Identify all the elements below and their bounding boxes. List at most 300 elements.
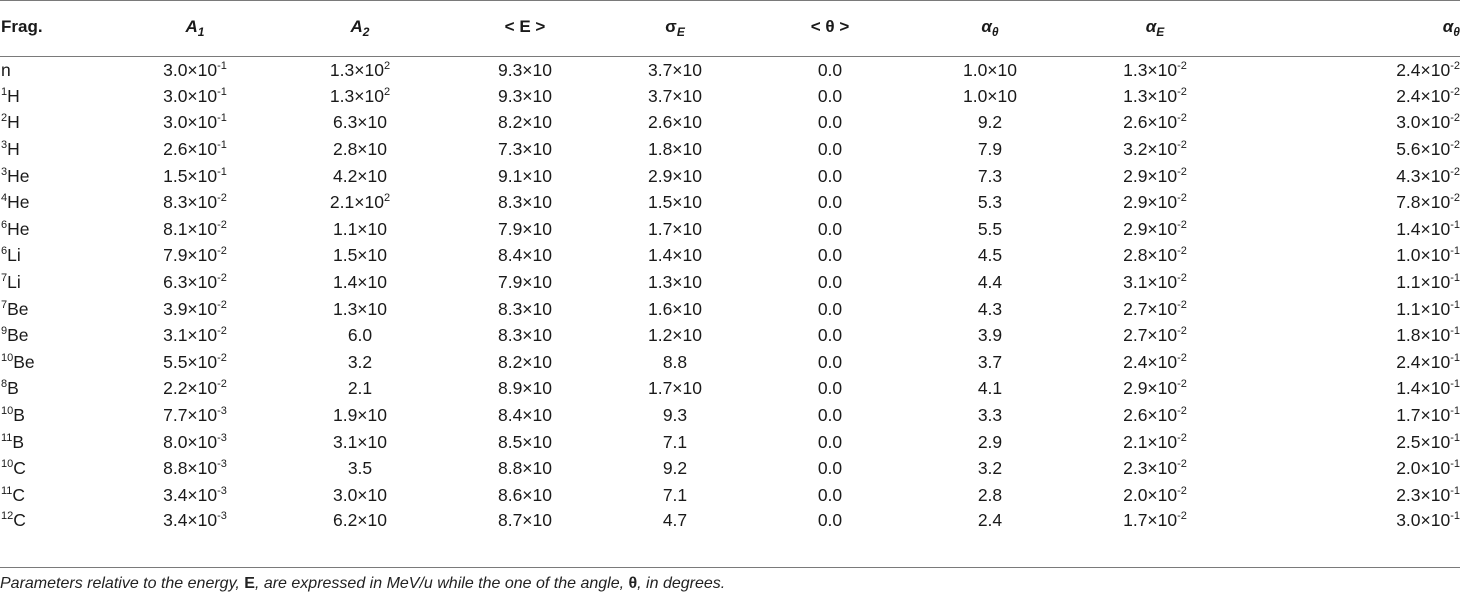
cell-exponent: -1 <box>1450 458 1460 471</box>
cell-value: 1.3×10 <box>329 85 384 106</box>
cell-a2 <box>270 482 450 509</box>
cell-value: 8.8×10 <box>163 458 218 479</box>
cell-value: 8.3×10 <box>163 192 218 213</box>
cell-mean-energy <box>450 163 600 190</box>
cell-exponent: 2 <box>383 85 391 98</box>
cell-value: 0.0 <box>817 405 843 426</box>
cell-fragment <box>0 163 120 190</box>
cell-value: 7.1 <box>662 431 688 452</box>
cell-alpha-theta <box>910 482 1070 509</box>
cell-sigma-e <box>600 269 750 296</box>
cell-value: 0.0 <box>817 509 843 530</box>
header-row <box>0 1 1460 57</box>
header-sigma-e-main: σ <box>665 16 677 36</box>
cell-exponent: -1 <box>1450 378 1460 391</box>
header-a2 <box>270 1 450 57</box>
cell-value: 1.8×10 <box>1396 325 1451 346</box>
cell-value: 2.6×10 <box>163 139 218 160</box>
cell-exponent: -1 <box>217 139 227 152</box>
cell-exponent: -2 <box>217 351 227 364</box>
cell-value: 2.4×10 <box>1396 85 1451 106</box>
footnote-part2: , are expressed in MeV/u while the one of the angle, <box>254 575 629 592</box>
cell-fragment <box>0 269 120 296</box>
header-alpha-theta <box>910 1 1070 57</box>
cell-a2 <box>270 376 450 403</box>
cell-value: 2.8×10 <box>332 139 387 160</box>
cell-alpha-theta <box>910 163 1070 190</box>
cell-alpha-e <box>1070 349 1240 376</box>
cell-value: 8.2×10 <box>497 351 552 372</box>
cell-alpha-e <box>1070 509 1240 536</box>
fragment-mass-number: 7 <box>1 272 8 285</box>
cell-value: 4.5 <box>977 245 1003 266</box>
cell-value: 5.6×10 <box>1396 139 1451 160</box>
cell-exponent: -2 <box>1177 59 1187 72</box>
cell-value: 3.0×10 <box>1396 112 1451 133</box>
cell-value: 1.3×10 <box>1123 59 1178 80</box>
cell-alpha-theta <box>910 269 1070 296</box>
cell-alpha-theta-2 <box>1240 429 1460 456</box>
cell-alpha-theta-2 <box>1240 163 1460 190</box>
table-row <box>0 429 1460 456</box>
cell-mean-energy <box>450 83 600 110</box>
cell-value: 3.1×10 <box>163 325 218 346</box>
cell-exponent: -2 <box>1177 192 1187 205</box>
cell-exponent: -1 <box>1450 272 1460 285</box>
cell-value: 2.8×10 <box>1123 245 1178 266</box>
cell-exponent: -2 <box>1177 351 1187 364</box>
cell-value: 7.7×10 <box>163 405 218 426</box>
fragment-mass-number: 3 <box>1 139 8 152</box>
cell-value: 8.3×10 <box>497 192 552 213</box>
table-row <box>0 509 1460 536</box>
cell-alpha-e <box>1070 243 1240 270</box>
cell-value: 1.3×10 <box>329 59 384 80</box>
cell-value: 1.4×10 <box>332 272 387 293</box>
header-alpha-theta-main: α <box>981 16 992 36</box>
cell-alpha-theta-2 <box>1240 482 1460 509</box>
table-row <box>0 269 1460 296</box>
cell-value: 7.9×10 <box>497 218 552 239</box>
table-row <box>0 216 1460 243</box>
fragment-element: He <box>7 218 30 239</box>
cell-mean-angle <box>750 110 910 137</box>
cell-a2 <box>270 322 450 349</box>
cell-mean-energy <box>450 136 600 163</box>
cell-value: 3.1×10 <box>332 431 387 452</box>
cell-value: 7.3×10 <box>497 139 552 160</box>
cell-value: 0.0 <box>817 378 843 399</box>
table-row <box>0 402 1460 429</box>
cell-exponent: -2 <box>1177 298 1187 311</box>
cell-a2 <box>270 269 450 296</box>
fragment-mass-number: 10 <box>1 405 14 418</box>
cell-value: 1.7×10 <box>647 378 702 399</box>
cell-a1 <box>120 83 270 110</box>
header-a1 <box>120 1 270 57</box>
header-a2-sub: 2 <box>362 24 370 39</box>
cell-value: 6.3×10 <box>332 112 387 133</box>
cell-a2 <box>270 455 450 482</box>
cell-value: 3.1×10 <box>1123 272 1178 293</box>
cell-exponent: -1 <box>217 165 227 178</box>
cell-alpha-theta-2 <box>1240 189 1460 216</box>
cell-exponent: -2 <box>1177 458 1187 471</box>
cell-mean-energy <box>450 402 600 429</box>
cell-mean-energy <box>450 243 600 270</box>
cell-value: 2.4×10 <box>1396 59 1451 80</box>
cell-a1 <box>120 216 270 243</box>
cell-a2 <box>270 163 450 190</box>
cell-exponent: -1 <box>1450 351 1460 364</box>
cell-value: 1.1×10 <box>1396 298 1451 319</box>
cell-value: 3.0×10 <box>332 484 387 505</box>
cell-value: 7.9×10 <box>497 272 552 293</box>
fragment-mass-number: 2 <box>1 112 8 125</box>
cell-exponent: -2 <box>217 272 227 285</box>
footnote-part1: Parameters relative to the energy, <box>0 575 245 592</box>
header-alpha-theta-sub: θ <box>991 24 999 39</box>
cell-exponent: -2 <box>1177 431 1187 444</box>
cell-alpha-theta <box>910 57 1070 84</box>
cell-value: 1.5×10 <box>332 245 387 266</box>
cell-mean-energy <box>450 269 600 296</box>
cell-alpha-e <box>1070 402 1240 429</box>
cell-a1 <box>120 243 270 270</box>
cell-alpha-e <box>1070 136 1240 163</box>
cell-value: 8.6×10 <box>497 484 552 505</box>
fragment-element: B <box>13 405 25 426</box>
cell-alpha-e <box>1070 110 1240 137</box>
cell-value: 2.6×10 <box>1123 112 1178 133</box>
cell-fragment <box>0 110 120 137</box>
table-row <box>0 163 1460 190</box>
fragment-mass-number: 4 <box>1 192 8 205</box>
table-row <box>0 455 1460 482</box>
cell-mean-energy <box>450 189 600 216</box>
cell-alpha-e <box>1070 322 1240 349</box>
header-frag <box>0 1 120 57</box>
cell-exponent: -2 <box>1177 405 1187 418</box>
cell-sigma-e <box>600 243 750 270</box>
cell-a2 <box>270 243 450 270</box>
cell-value: 4.3×10 <box>1396 165 1451 186</box>
cell-fragment <box>0 57 120 84</box>
cell-mean-angle <box>750 243 910 270</box>
cell-alpha-theta-2 <box>1240 349 1460 376</box>
cell-value: 1.5×10 <box>647 192 702 213</box>
cell-sigma-e <box>600 136 750 163</box>
cell-alpha-theta <box>910 216 1070 243</box>
cell-alpha-theta <box>910 136 1070 163</box>
fragment-mass-number: 10 <box>1 458 14 471</box>
cell-mean-angle <box>750 349 910 376</box>
cell-mean-angle <box>750 322 910 349</box>
cell-alpha-theta <box>910 349 1070 376</box>
cell-exponent: -1 <box>1450 431 1460 444</box>
cell-value: 2.1×10 <box>1123 431 1178 452</box>
cell-fragment <box>0 136 120 163</box>
cell-alpha-theta <box>910 83 1070 110</box>
fragment-mass-number: 11 <box>1 431 13 444</box>
cell-value: 8.8×10 <box>497 458 552 479</box>
header-frag-label: Frag. <box>1 16 43 36</box>
fragment-element: H <box>7 85 20 106</box>
cell-fragment <box>0 349 120 376</box>
cell-value: 8.9×10 <box>497 378 552 399</box>
header-mean-energy <box>450 1 600 57</box>
cell-value: 2.3×10 <box>1123 458 1178 479</box>
cell-value: 2.7×10 <box>1123 298 1178 319</box>
cell-value: 2.3×10 <box>1396 484 1451 505</box>
cell-value: 8.7×10 <box>497 509 552 530</box>
fragment-element: B <box>7 378 19 399</box>
cell-value: 3.4×10 <box>163 484 218 505</box>
table-body <box>0 57 1460 536</box>
table-bottom-rule <box>0 567 1460 568</box>
cell-exponent: -2 <box>1177 139 1187 152</box>
cell-alpha-theta-2 <box>1240 216 1460 243</box>
cell-value: 3.5 <box>347 458 373 479</box>
fragment-element: B <box>12 431 25 452</box>
cell-alpha-theta-2 <box>1240 376 1460 403</box>
cell-alpha-theta-2 <box>1240 296 1460 323</box>
table-row <box>0 83 1460 110</box>
cell-alpha-e <box>1070 216 1240 243</box>
cell-exponent: -1 <box>1450 298 1460 311</box>
cell-mean-angle <box>750 402 910 429</box>
fragment-element: Li <box>7 245 21 266</box>
cell-alpha-e <box>1070 482 1240 509</box>
cell-exponent: -2 <box>217 378 227 391</box>
fragment-mass-number: 8 <box>1 378 8 391</box>
cell-alpha-e <box>1070 376 1240 403</box>
table-row <box>0 189 1460 216</box>
header-alpha-theta-2-sub: θ <box>1453 24 1460 39</box>
cell-alpha-e <box>1070 429 1240 456</box>
cell-value: 3.2 <box>977 458 1003 479</box>
header-sigma-e <box>600 1 750 57</box>
cell-a2 <box>270 402 450 429</box>
cell-sigma-e <box>600 110 750 137</box>
cell-exponent: -2 <box>1177 165 1187 178</box>
cell-value: 1.3×10 <box>647 272 702 293</box>
cell-fragment <box>0 189 120 216</box>
cell-value: 0.0 <box>817 59 843 80</box>
cell-value: 3.9 <box>977 325 1003 346</box>
cell-value: 2.4×10 <box>1123 351 1178 372</box>
cell-value: 0.0 <box>817 484 843 505</box>
fragment-mass-number: 10 <box>1 351 14 364</box>
cell-mean-energy <box>450 57 600 84</box>
cell-value: 9.1×10 <box>497 165 552 186</box>
cell-alpha-theta-2 <box>1240 136 1460 163</box>
cell-value: 2.6×10 <box>1123 405 1178 426</box>
header-mean-angle <box>750 1 910 57</box>
cell-exponent: -2 <box>217 218 227 231</box>
cell-value: 2.1 <box>347 378 373 399</box>
cell-sigma-e <box>600 349 750 376</box>
cell-value: 2.0×10 <box>1123 484 1178 505</box>
cell-mean-angle <box>750 269 910 296</box>
cell-value: 0.0 <box>817 112 843 133</box>
cell-value: 0.0 <box>817 351 843 372</box>
cell-a2 <box>270 57 450 84</box>
cell-value: 1.7×10 <box>1396 405 1451 426</box>
cell-a1 <box>120 455 270 482</box>
cell-value: 7.9×10 <box>163 245 218 266</box>
fragment-element: C <box>13 509 26 530</box>
cell-a1 <box>120 163 270 190</box>
cell-exponent: -2 <box>1177 85 1187 98</box>
cell-a2 <box>270 349 450 376</box>
fragment-mass-number: 6 <box>1 245 8 258</box>
cell-value: 2.9×10 <box>1123 218 1178 239</box>
cell-sigma-e <box>600 189 750 216</box>
cell-sigma-e <box>600 482 750 509</box>
cell-value: 8.4×10 <box>497 245 552 266</box>
cell-value: 2.4×10 <box>1396 351 1451 372</box>
cell-value: 3.0×10 <box>163 85 218 106</box>
header-a2-main: A <box>350 16 363 36</box>
cell-exponent: -1 <box>217 112 227 125</box>
cell-value: 1.4×10 <box>647 245 702 266</box>
cell-value: 0.0 <box>817 192 843 213</box>
header-mean-energy-label: < E > <box>504 16 546 36</box>
header-alpha-theta-2 <box>1240 1 1460 57</box>
table-row <box>0 296 1460 323</box>
cell-fragment <box>0 296 120 323</box>
cell-value: 7.9 <box>977 139 1003 160</box>
cell-alpha-theta <box>910 243 1070 270</box>
cell-value: 0.0 <box>817 458 843 479</box>
cell-value: 7.1 <box>662 484 688 505</box>
cell-exponent: -2 <box>1177 378 1187 391</box>
cell-alpha-e <box>1070 296 1240 323</box>
cell-value: 3.2 <box>347 351 373 372</box>
footnote-angle-symbol: θ <box>628 575 638 592</box>
cell-alpha-theta-2 <box>1240 402 1460 429</box>
cell-value: 4.4 <box>977 272 1003 293</box>
cell-alpha-theta <box>910 322 1070 349</box>
cell-a1 <box>120 269 270 296</box>
cell-value: 0.0 <box>817 298 843 319</box>
cell-value: 1.6×10 <box>647 298 702 319</box>
cell-value: 2.9×10 <box>1123 192 1178 213</box>
cell-value: 2.8 <box>977 484 1003 505</box>
cell-alpha-theta <box>910 376 1070 403</box>
cell-value: 9.2 <box>977 112 1003 133</box>
cell-exponent: -1 <box>1450 245 1460 258</box>
cell-value: 5.5 <box>977 218 1003 239</box>
cell-value: 3.7×10 <box>647 59 702 80</box>
cell-value: 1.0×10 <box>1396 245 1451 266</box>
cell-mean-angle <box>750 216 910 243</box>
table-row <box>0 482 1460 509</box>
cell-mean-energy <box>450 322 600 349</box>
fragment-mass-number: 3 <box>1 165 8 178</box>
cell-fragment <box>0 216 120 243</box>
fragment-element: n <box>1 59 11 80</box>
cell-value: 1.3×10 <box>332 298 387 319</box>
fragment-mass-number: 1 <box>1 85 8 98</box>
cell-value: 3.7×10 <box>647 85 702 106</box>
cell-a2 <box>270 509 450 536</box>
fragment-element: He <box>7 165 30 186</box>
cell-value: 0.0 <box>817 272 843 293</box>
cell-value: 3.3 <box>977 405 1003 426</box>
cell-exponent: -2 <box>1177 272 1187 285</box>
cell-value: 9.3×10 <box>497 59 552 80</box>
cell-value: 9.3×10 <box>497 85 552 106</box>
cell-value: 1.1×10 <box>1396 272 1451 293</box>
cell-a1 <box>120 136 270 163</box>
cell-a2 <box>270 189 450 216</box>
cell-a2 <box>270 216 450 243</box>
cell-sigma-e <box>600 216 750 243</box>
cell-sigma-e <box>600 376 750 403</box>
cell-exponent: -2 <box>1177 245 1187 258</box>
cell-sigma-e <box>600 509 750 536</box>
fragment-element: Be <box>7 298 29 319</box>
cell-exponent: -2 <box>1177 325 1187 338</box>
cell-alpha-theta-2 <box>1240 110 1460 137</box>
cell-value: 1.5×10 <box>163 165 218 186</box>
fragment-mass-number: 11 <box>1 484 13 497</box>
cell-value: 5.3 <box>977 192 1003 213</box>
cell-value: 7.3 <box>977 165 1003 186</box>
cell-alpha-theta <box>910 110 1070 137</box>
cell-value: 7.8×10 <box>1396 192 1451 213</box>
cell-sigma-e <box>600 322 750 349</box>
cell-alpha-e <box>1070 189 1240 216</box>
cell-exponent: -2 <box>1177 484 1187 497</box>
cell-value: 4.2×10 <box>332 165 387 186</box>
cell-value: 8.5×10 <box>497 431 552 452</box>
cell-mean-angle <box>750 509 910 536</box>
cell-alpha-theta-2 <box>1240 509 1460 536</box>
cell-a1 <box>120 110 270 137</box>
cell-mean-angle <box>750 57 910 84</box>
cell-mean-angle <box>750 376 910 403</box>
cell-mean-angle <box>750 429 910 456</box>
cell-fragment <box>0 322 120 349</box>
cell-exponent: -2 <box>217 325 227 338</box>
cell-exponent: -2 <box>1450 165 1460 178</box>
cell-value: 2.9 <box>977 431 1003 452</box>
cell-a1 <box>120 482 270 509</box>
cell-value: 0.0 <box>817 431 843 452</box>
cell-a1 <box>120 376 270 403</box>
header-alpha-theta-2-main: α <box>1442 16 1454 36</box>
fragment-element: H <box>7 112 20 133</box>
cell-value: 1.4×10 <box>1396 378 1451 399</box>
cell-a2 <box>270 83 450 110</box>
cell-sigma-e <box>600 429 750 456</box>
cell-alpha-e <box>1070 83 1240 110</box>
cell-fragment <box>0 376 120 403</box>
table-header <box>0 1 1460 57</box>
cell-mean-angle <box>750 189 910 216</box>
cell-mean-energy <box>450 429 600 456</box>
cell-alpha-theta <box>910 509 1070 536</box>
cell-sigma-e <box>600 455 750 482</box>
cell-fragment <box>0 429 120 456</box>
cell-exponent: -2 <box>1450 192 1460 205</box>
cell-exponent: -2 <box>1177 112 1187 125</box>
table-row <box>0 243 1460 270</box>
cell-fragment <box>0 482 120 509</box>
